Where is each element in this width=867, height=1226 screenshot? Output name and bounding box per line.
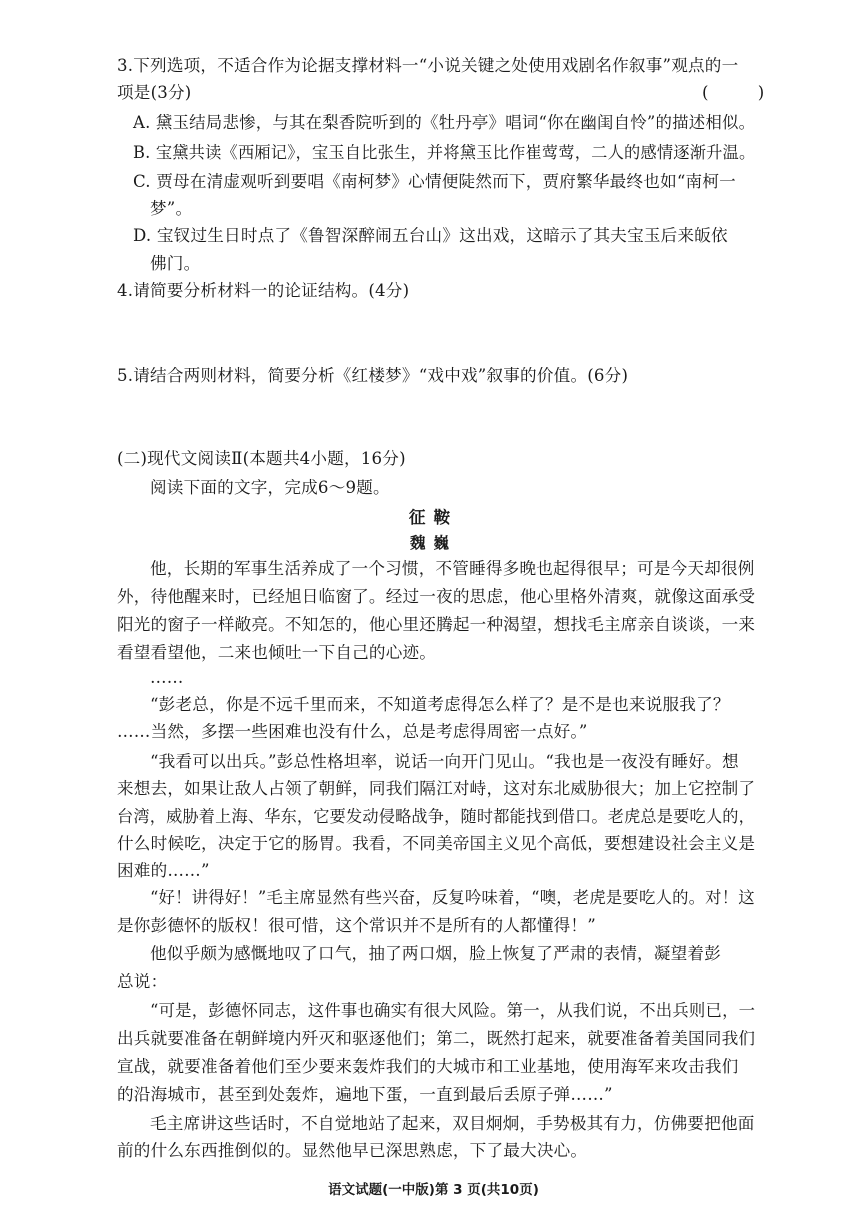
article-line: 外，待他醒来时，已经旭日临窗了。经过一夜的思虑，他心里格外清爽，就像这面承受 xyxy=(117,587,756,606)
article-line: 总说： xyxy=(117,972,168,991)
article-line: 毛主席讲这些话时，不自觉地站了起来，双目炯炯，手势极其有力，仿佛要把他面 xyxy=(150,1114,755,1133)
article-line: 他似乎颇为感慨地叹了口气，抽了两口烟，脸上恢复了严肃的表情，凝望着彭 xyxy=(150,944,721,963)
page-footer: 语文试题(一中版)第 3 页(共10页) xyxy=(328,1182,539,1198)
q3-option-d-line-2: 佛门。 xyxy=(150,254,201,273)
article-line: 台湾，威胁着上海、华东，它要发动侵略战争，随时都能找到借口。老虎总是要吃人的， xyxy=(117,807,755,826)
q5-prompt: 5.请结合两则材料，简要分析《红楼梦》“戏中戏”叙事的价值。(6分) xyxy=(117,366,629,385)
article-line: “彭老总，你是不远千里而来，不知道考虑得怎么样了？是不是也来说服我了？ xyxy=(150,695,730,714)
q3-stem-line-1: 3.下列选项，不适合作为论据支撑材料一“小说关键之处使用戏剧名作叙事”观点的一 xyxy=(117,56,739,75)
q3-answer-paren: ( ) xyxy=(702,83,787,102)
section-heading: (二)现代文阅读Ⅱ(本题共4小题，16分) xyxy=(117,449,406,468)
article-line: 宣战，就要准备着他们至少要来轰炸我们的大城市和工业基地，使用海军来攻击我们 xyxy=(117,1057,739,1076)
article-line: 前的什么东西推倒似的。显然他早已深思熟虑，下了最大决心。 xyxy=(117,1141,588,1160)
article-line: 来想去，如果让敌人占领了朝鲜，同我们隔江对峙，这对东北威胁很大；加上它控制了 xyxy=(117,779,756,798)
section-instruction: 阅读下面的文字，完成6～9题。 xyxy=(150,478,390,497)
q3-stem-line-2: 项是(3分) xyxy=(117,83,192,102)
article-title: 征鞍 xyxy=(408,507,459,527)
q3-option-a: A. 黛玉结局悲惨，与其在梨香院听到的《牡丹亭》唱词“你在幽闺自怜”的描述相似。 xyxy=(133,113,756,132)
article-line: 阳光的窗子一样敞亮。不知怎的，他心里还腾起一种渴望，想找毛主席亲自谈谈，一来 xyxy=(117,615,756,634)
article-author: 魏巍 xyxy=(409,533,457,552)
article-line: 看望看望他，二来也倾吐一下自己的心迹。 xyxy=(117,643,437,662)
q3-option-c-line-1: C. 贾母在清虚观听到要唱《南柯梦》心情便陡然而下，贾府繁华最终也如“南柯一 xyxy=(133,172,736,191)
article-line: “我看可以出兵。”彭总性格坦率，说话一向开门见山。“我也是一夜没有睡好。想 xyxy=(150,752,739,771)
article-line: “可是，彭德怀同志，这件事也确实有很大风险。第一，从我们说，不出兵则已，一 xyxy=(150,1001,756,1020)
article-line: 他，长期的军事生活养成了一个习惯，不管睡得多晚也起得很早；可是今天却很例 xyxy=(150,559,755,578)
article-ellipsis: …… xyxy=(150,668,184,687)
article-line: ……当然，多摆一些困难也没有什么，总是考虑得周密一点好。” xyxy=(117,722,588,741)
article-line: 什么时候吃，决定于它的肠胃。我看，不同美帝国主义见个高低，要想建设社会主义是 xyxy=(117,834,756,853)
article-line: 是你彭德怀的版权！很可惜，这个常识并不是所有的人都懂得！” xyxy=(117,916,596,935)
q3-option-d-line-1: D. 宝钗过生日时点了《鲁智深醉闹五台山》这出戏，这暗示了其夫宝玉后来皈依 xyxy=(133,226,728,245)
q3-option-b: B. 宝黛共读《西厢记》，宝玉自比张生，并将黛玉比作崔莺莺，二人的感情逐渐升温。 xyxy=(133,143,756,162)
article-line: “好！讲得好！”毛主席显然有些兴奋，反复吟味着，“噢，老虎是要吃人的。对！这 xyxy=(150,888,755,907)
q3-option-c-line-2: 梦”。 xyxy=(150,199,193,218)
article-line: 的沿海城市，甚至到处轰炸，遍地下蛋，一直到最后丢原子弹……” xyxy=(117,1085,613,1104)
article-line: 出兵就要准备在朝鲜境内歼灭和驱逐他们；第二，既然打起来，就要准备着美国同我们 xyxy=(117,1029,756,1048)
article-line: 困难的……” xyxy=(117,861,210,880)
q4-prompt: 4.请简要分析材料一的论证结构。(4分) xyxy=(117,281,410,300)
